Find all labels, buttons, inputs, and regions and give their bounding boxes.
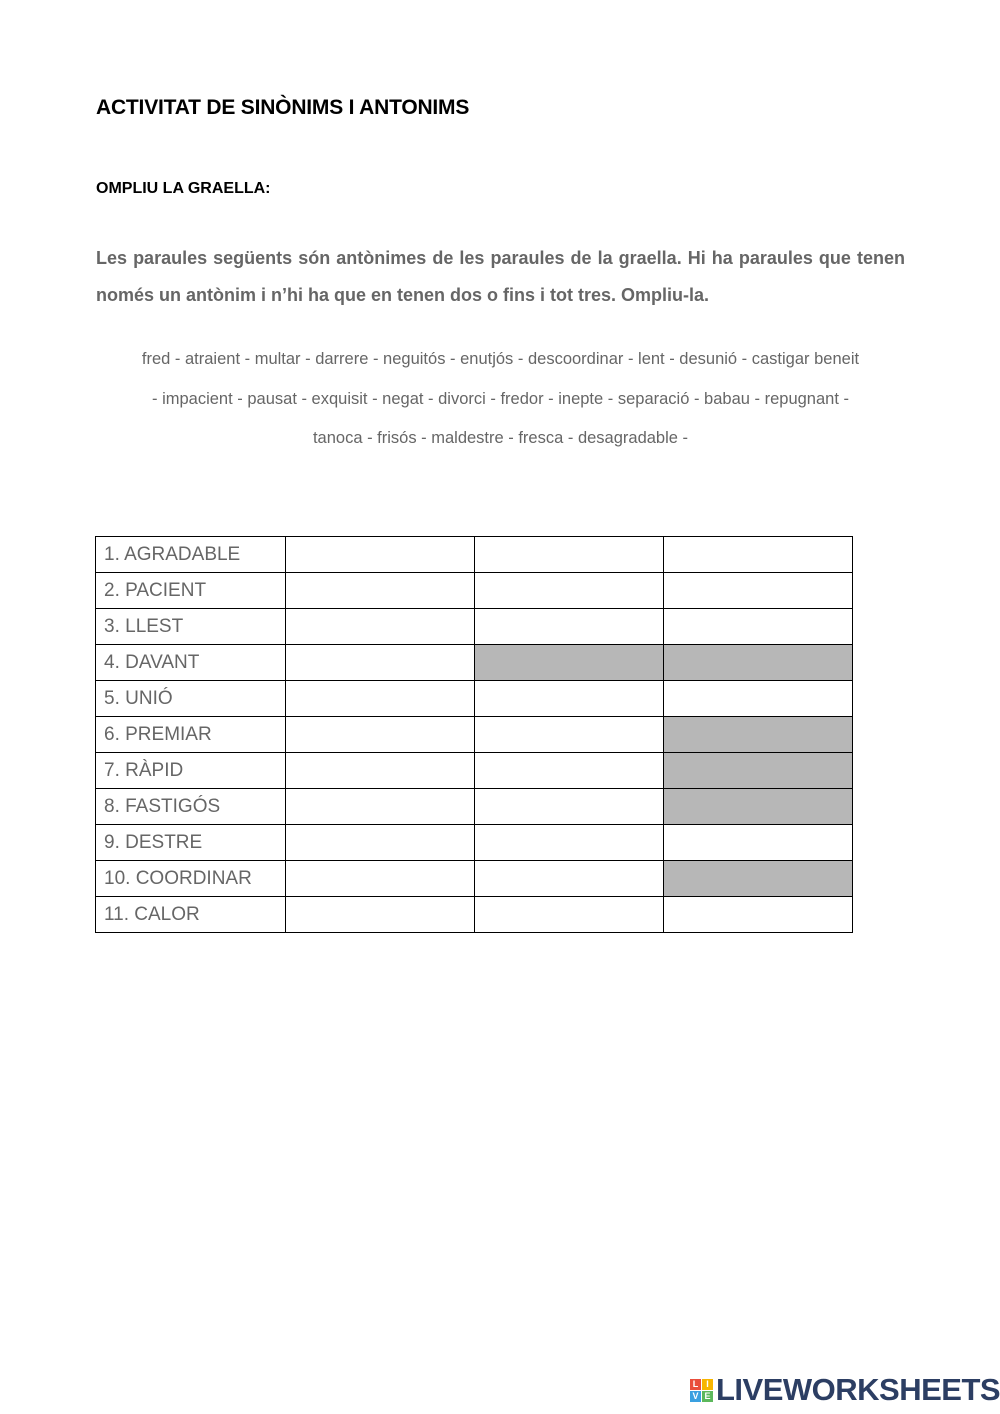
row-label: 11. CALOR <box>96 897 286 933</box>
answer-cell[interactable] <box>286 897 475 933</box>
shaded-cell <box>664 645 853 681</box>
answer-cell[interactable] <box>664 897 853 933</box>
answer-cell[interactable] <box>286 573 475 609</box>
table-row <box>96 537 853 573</box>
answer-cell[interactable] <box>664 573 853 609</box>
page-title: ACTIVITAT DE SINÒNIMS I ANTONIMS <box>96 96 470 119</box>
row-label: 6. PREMIAR <box>96 717 286 753</box>
answer-cell[interactable] <box>475 537 664 573</box>
table-row <box>96 789 853 825</box>
table-row <box>96 645 853 681</box>
answer-cell[interactable] <box>475 825 664 861</box>
table-row <box>96 897 853 933</box>
answer-cell[interactable] <box>286 789 475 825</box>
shaded-cell <box>664 861 853 897</box>
shaded-cell <box>475 645 664 681</box>
word-bank-line: fred - atraient - multar - darrere - neguitós - enutjós - descoordinar - lent - desunió - castigar beneit <box>141 350 860 368</box>
answer-cell[interactable] <box>475 573 664 609</box>
answer-cell[interactable] <box>664 609 853 645</box>
shaded-cell <box>664 753 853 789</box>
answer-cell[interactable] <box>475 681 664 717</box>
answer-cell[interactable] <box>286 645 475 681</box>
table-row <box>96 609 853 645</box>
row-label: 9. DESTRE <box>96 825 286 861</box>
answer-cell[interactable] <box>664 537 853 573</box>
row-label: 3. LLEST <box>96 609 286 645</box>
answer-cell[interactable] <box>664 825 853 861</box>
logo-mark-icon <box>690 1379 713 1402</box>
logo-mark-letter: I <box>702 1379 713 1390</box>
word-bank-line: tanoca - frisós - maldestre - fresca - desagradable - <box>312 429 689 447</box>
table-row <box>96 573 853 609</box>
table-row <box>96 681 853 717</box>
row-label: 10. COORDINAR <box>96 861 286 897</box>
instructions-paragraph: Les paraules següents són antònimes de les paraules de la graella. Hi ha paraules que tenen només un antònim i n’hi ha que en tenen dos o fins i tot tres. Ompliu-la. <box>96 248 905 305</box>
answer-cell[interactable] <box>286 861 475 897</box>
answer-cell[interactable] <box>475 717 664 753</box>
row-label: 8. FASTIGÓS <box>96 789 286 825</box>
answer-cell[interactable] <box>664 681 853 717</box>
section-subtitle: OMPLIU LA GRAELLA: <box>96 180 271 197</box>
table-row <box>96 753 853 789</box>
logo-mark-letter: V <box>690 1391 701 1402</box>
answer-cell[interactable] <box>286 717 475 753</box>
answer-cell[interactable] <box>286 537 475 573</box>
table-row <box>96 717 853 753</box>
shaded-cell <box>664 717 853 753</box>
shaded-cell <box>664 789 853 825</box>
row-label: 1. AGRADABLE <box>96 537 286 573</box>
liveworksheets-logo <box>690 1374 1000 1406</box>
answer-cell[interactable] <box>286 609 475 645</box>
row-label: 4. DAVANT <box>96 645 286 681</box>
answer-cell[interactable] <box>475 897 664 933</box>
antonyms-grid <box>95 536 853 933</box>
table-row <box>96 825 853 861</box>
word-bank-line: - impacient - pausat - exquisit - negat - divorci - fredor - inepte - separació - babau - repugnant - <box>152 389 849 408</box>
answer-cell[interactable] <box>286 681 475 717</box>
answer-cell[interactable] <box>286 753 475 789</box>
logo-mark-letter: L <box>690 1379 701 1390</box>
answer-cell[interactable] <box>475 753 664 789</box>
row-label: 5. UNIÓ <box>96 681 286 717</box>
answer-cell[interactable] <box>475 789 664 825</box>
row-label: 2. PACIENT <box>96 573 286 609</box>
logo-mark-letter: E <box>702 1391 713 1402</box>
answer-cell[interactable] <box>475 861 664 897</box>
answer-cell[interactable] <box>286 825 475 861</box>
row-label: 7. RÀPID <box>96 753 286 789</box>
word-bank <box>96 340 905 459</box>
logo-text: LIVEWORKSHEETS <box>716 1372 1000 1407</box>
table-row <box>96 861 853 897</box>
answer-cell[interactable] <box>475 609 664 645</box>
